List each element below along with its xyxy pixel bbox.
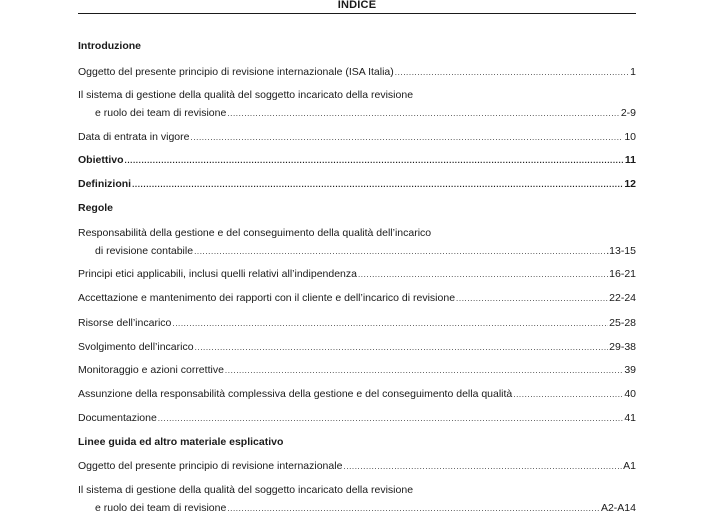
toc-entry-line[interactable] [78,460,636,473]
toc-entry-line[interactable] [78,341,636,354]
toc-entry-title: Definizioni [78,178,132,190]
toc-entry-first-line: Il sistema di gestione della qualità del soggetto incaricato della revisione [78,484,414,496]
toc-entry-title: Data di entrata in vigore [78,131,190,143]
dot-leader [172,317,608,330]
toc-entry-title: Principi etici applicabili, inclusi quelli relativi all’indipendenza [78,268,357,280]
toc-page-number: 16-21 [609,268,636,280]
toc-entry-line[interactable] [78,66,636,79]
toc-entry-title: Monitoraggio e azioni correttive [78,364,224,376]
toc-page-number: 39 [624,364,636,376]
toc-entry-line[interactable] [78,364,636,377]
toc-page-number: A2-A14 [600,502,636,514]
toc-page-number: 40 [624,388,636,400]
toc-entry [78,460,636,473]
toc-entry [78,107,636,120]
toc-entry [78,178,636,191]
toc-entry-title: e ruolo dei team di revisione [95,107,227,119]
toc-entry [78,268,636,281]
toc-section-heading: Introduzione [78,40,141,52]
dot-leader [227,107,619,120]
toc-entry-line[interactable] [78,107,636,120]
toc-section-heading: Regole [78,202,114,214]
toc-entry [78,292,636,305]
toc-entry-line[interactable] [78,388,636,401]
toc-entry-title: Obiettivo [78,154,124,166]
toc-entry-first-line: Il sistema di gestione della qualità del soggetto incaricato della revisione [78,89,414,101]
toc-entry-line[interactable] [78,245,636,258]
toc-page-number: 25-28 [609,317,636,329]
toc-entry-line[interactable] [78,317,636,330]
toc-page-number: 12 [624,178,636,190]
dot-leader [395,66,629,79]
toc-entry-title: Risorse dell’incarico [78,317,172,329]
dot-leader [132,178,623,191]
toc-entry-title: Assunzione della responsabilità complessiva della gestione e del conseguimento della qualità [78,388,513,400]
toc-page-number: 10 [624,131,636,143]
toc-entry [78,341,636,354]
dot-leader [158,412,624,425]
toc-entry-title: Oggetto del presente principio di revisione internazionale [78,460,343,472]
dot-leader [194,245,605,258]
toc-page-number: 41 [624,412,636,424]
toc-title: INDICE [337,0,377,11]
toc-entry [78,502,636,515]
toc-entry [78,245,636,258]
toc-entry [78,388,636,401]
toc-entry-line[interactable] [78,292,636,305]
toc-page-number: A1 [623,460,636,472]
dot-leader [456,292,608,305]
dot-leader [225,364,623,377]
dot-leader [513,388,623,401]
toc-entry-line[interactable] [78,502,636,515]
toc-page-number: 29-38 [609,341,636,353]
title-divider [78,13,636,14]
toc-entry-title: Accettazione e mantenimento dei rapporti con il cliente e dell’incarico di revisione [78,292,456,304]
toc-page-number: 1 [630,66,636,78]
dot-leader [190,131,623,144]
toc-entry [78,154,636,167]
dot-leader [343,460,622,473]
dot-leader [125,154,624,167]
toc-section-heading: Linee guida ed altro materiale esplicativo [78,436,284,448]
dot-leader [227,502,600,515]
toc-entry-first-line: Responsabilità della gestione e del conseguimento della qualità dell’incarico [78,227,432,239]
toc-page-number: .13-15 [606,245,636,257]
toc-entry-title: Oggetto del presente principio di revisione internazionale (ISA Italia) [78,66,394,78]
toc-entry-title: Documentazione [78,412,157,424]
toc-entry-title: e ruolo dei team di revisione [95,502,227,514]
toc-entry-line[interactable] [78,412,636,425]
toc-entry [78,66,636,79]
toc-entry-title: Svolgimento dell’incarico [78,341,194,353]
toc-entry [78,317,636,330]
dot-leader [195,341,609,354]
toc-entry-line[interactable] [78,131,636,144]
toc-page-number: 22-24 [609,292,636,304]
toc-entry-line[interactable] [78,268,636,281]
toc-entry [78,364,636,377]
toc-page-number: 2-9 [620,107,636,119]
toc-entry-title: di revisione contabile [95,245,194,257]
toc-entry [78,412,636,425]
toc-entry-line[interactable] [78,178,636,191]
toc-entry [78,131,636,144]
toc-page-number: 11 [624,154,636,166]
toc-entry-line[interactable] [78,154,636,167]
dot-leader [358,268,608,281]
